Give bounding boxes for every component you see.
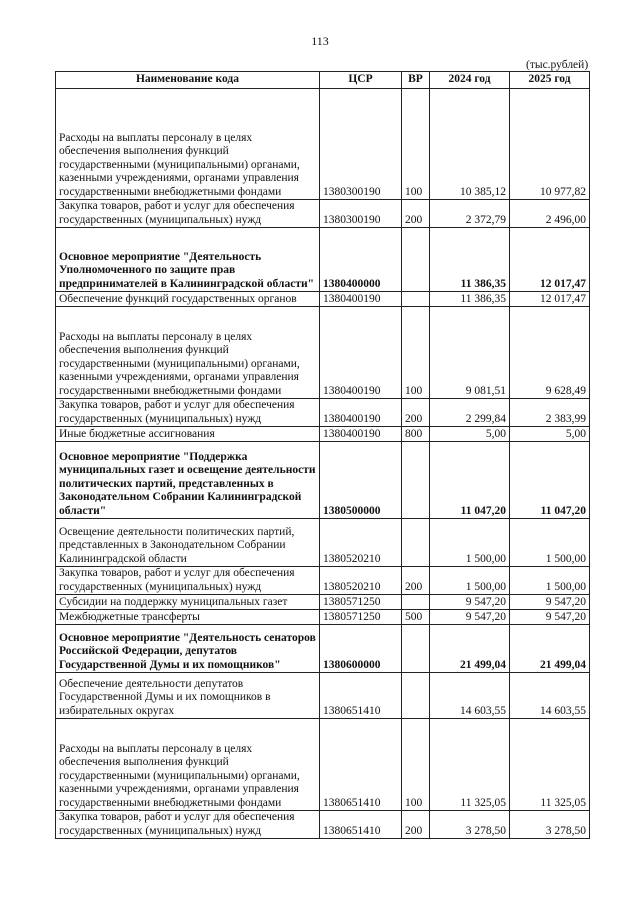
header-vr: ВР [402, 72, 430, 89]
row-2024: 9 547,20 [430, 595, 510, 610]
row-csr: 1380400190 [320, 427, 402, 442]
row-2025: 11 047,20 [510, 442, 590, 519]
table-row [56, 427, 590, 442]
row-name: Межбюджетные трансферты [56, 610, 320, 625]
row-name: Расходы на выплаты персоналу в целях обеспечения выполнения функций государственными (муниципальными) органами, казенными учреждениями, органами управления государственными внебюджетными фондами [56, 719, 320, 811]
row-csr: 1380600000 [320, 625, 402, 673]
row-vr: 800 [402, 427, 430, 442]
row-2024: 9 547,20 [430, 610, 510, 625]
row-csr: 1380651410 [320, 811, 402, 839]
row-name: Иные бюджетные ассигнования [56, 427, 320, 442]
row-2024: 1 500,00 [430, 519, 510, 567]
row-2025: 1 500,00 [510, 519, 590, 567]
row-name: Освещение деятельности политических партий, представленных в Законодательном Собрании Калининградской области [56, 519, 320, 567]
row-name: Закупка товаров, работ и услуг для обеспечения государственных (муниципальных) нужд [56, 567, 320, 595]
table-row-section [56, 228, 590, 292]
units-label: (тыс.рублей) [526, 59, 589, 71]
row-2024: 5,00 [430, 427, 510, 442]
row-name: Субсидии на поддержку муниципальных газет [56, 595, 320, 610]
table-row [56, 399, 590, 427]
row-2024: 3 278,50 [430, 811, 510, 839]
row-name: Основное мероприятие "Поддержка муниципальных газет и освещение деятельности политических партий, представленных в Законодательном Собрании Калининградской области" [56, 442, 320, 519]
table-row [56, 811, 590, 839]
row-2024: 11 047,20 [430, 442, 510, 519]
table-row [56, 519, 590, 567]
row-2025: 10 977,82 [510, 89, 590, 200]
row-vr [402, 228, 430, 292]
row-name: Расходы на выплаты персоналу в целях обеспечения выполнения функций государственными (муниципальными) органами, казенными учреждениями, органами управления государственными внебюджетными фондами [56, 89, 320, 200]
row-csr: 1380300190 [320, 89, 402, 200]
table-row [56, 719, 590, 811]
row-2024: 11 386,35 [430, 228, 510, 292]
row-csr: 1380400190 [320, 292, 402, 307]
row-2025: 14 603,55 [510, 673, 590, 719]
row-2025: 5,00 [510, 427, 590, 442]
row-2024: 11 386,35 [430, 292, 510, 307]
row-vr [402, 519, 430, 567]
budget-table [55, 71, 590, 839]
header-2024: 2024 год [430, 72, 510, 89]
row-2025: 12 017,47 [510, 292, 590, 307]
row-name: Основное мероприятие "Деятельность Уполномоченного по защите прав предпринимателей в Калининградской области" [56, 228, 320, 292]
row-csr: 1380571250 [320, 610, 402, 625]
row-csr: 1380520210 [320, 519, 402, 567]
row-csr: 1380520210 [320, 567, 402, 595]
row-csr: 1380400190 [320, 307, 402, 399]
row-2025: 21 499,04 [510, 625, 590, 673]
row-vr [402, 673, 430, 719]
row-name: Обеспечение деятельности депутатов Государственной Думы и их помощников в избирательных округах [56, 673, 320, 719]
row-name: Закупка товаров, работ и услуг для обеспечения государственных (муниципальных) нужд [56, 200, 320, 228]
row-2025: 9 547,20 [510, 610, 590, 625]
row-vr [402, 595, 430, 610]
row-vr [402, 625, 430, 673]
row-2025: 11 325,05 [510, 719, 590, 811]
row-2024: 10 385,12 [430, 89, 510, 200]
table-row [56, 292, 590, 307]
row-vr: 200 [402, 567, 430, 595]
row-csr: 1380400190 [320, 399, 402, 427]
table-row [56, 307, 590, 399]
row-csr: 1380300190 [320, 200, 402, 228]
row-2024: 2 372,79 [430, 200, 510, 228]
row-name: Расходы на выплаты персоналу в целях обеспечения выполнения функций государственными (муниципальными) органами, казенными учреждениями, органами управления государственными внебюджетными фондами [56, 307, 320, 399]
row-vr: 200 [402, 811, 430, 839]
row-csr: 1380500000 [320, 442, 402, 519]
row-vr: 200 [402, 399, 430, 427]
row-2025: 9 628,49 [510, 307, 590, 399]
row-2024: 2 299,84 [430, 399, 510, 427]
row-vr: 100 [402, 89, 430, 200]
row-2024: 14 603,55 [430, 673, 510, 719]
row-vr [402, 292, 430, 307]
page-number: 113 [311, 34, 329, 48]
table-row [56, 595, 590, 610]
row-2025: 2 496,00 [510, 200, 590, 228]
row-2024: 9 081,51 [430, 307, 510, 399]
row-name: Закупка товаров, работ и услуг для обеспечения государственных (муниципальных) нужд [56, 811, 320, 839]
row-csr: 1380571250 [320, 595, 402, 610]
row-name: Основное мероприятие "Деятельность сенаторов Российской Федерации, депутатов Государственной Думы и их помощников" [56, 625, 320, 673]
header-2025: 2025 год [510, 72, 590, 89]
row-2025: 12 017,47 [510, 228, 590, 292]
table-row-section [56, 625, 590, 673]
row-2024: 1 500,00 [430, 567, 510, 595]
row-vr [402, 442, 430, 519]
table-row-section [56, 442, 590, 519]
row-vr: 500 [402, 610, 430, 625]
header-csr: ЦСР [320, 72, 402, 89]
row-csr: 1380651410 [320, 719, 402, 811]
row-csr: 1380400000 [320, 228, 402, 292]
row-name: Обеспечение функций государственных органов [56, 292, 320, 307]
row-2025: 9 547,20 [510, 595, 590, 610]
row-2025: 3 278,50 [510, 811, 590, 839]
row-csr: 1380651410 [320, 673, 402, 719]
row-2025: 2 383,99 [510, 399, 590, 427]
table-row [56, 673, 590, 719]
row-vr: 100 [402, 307, 430, 399]
row-name: Закупка товаров, работ и услуг для обеспечения государственных (муниципальных) нужд [56, 399, 320, 427]
header-name: Наименование кода [56, 72, 320, 89]
table-row [56, 200, 590, 228]
table-row [56, 89, 590, 200]
row-2024: 21 499,04 [430, 625, 510, 673]
row-vr: 200 [402, 200, 430, 228]
table-header-row [56, 72, 590, 89]
row-vr: 100 [402, 719, 430, 811]
table-row [56, 567, 590, 595]
row-2024: 11 325,05 [430, 719, 510, 811]
table-row [56, 610, 590, 625]
row-2025: 1 500,00 [510, 567, 590, 595]
